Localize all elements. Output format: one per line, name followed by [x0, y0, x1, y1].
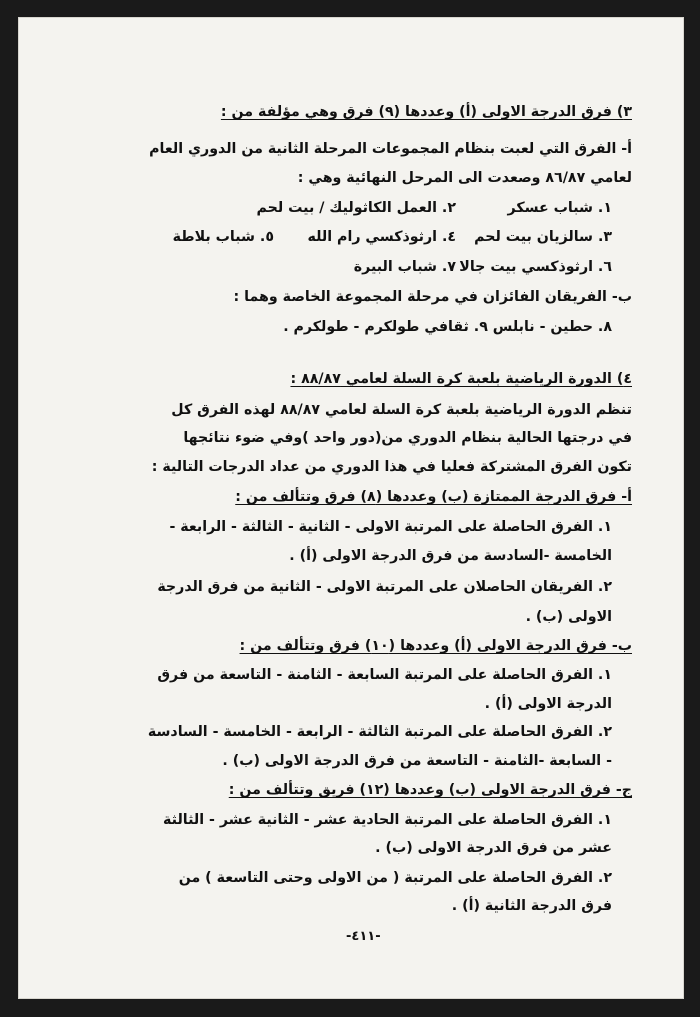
team-2: ٢. العمل الكاثوليك / بيت لحم	[256, 200, 456, 216]
section4-a-item1-line2: الخامسة -السادسة من فرق الدرجة الاولى (أ) .	[289, 548, 612, 564]
page-number: -٤١١-	[346, 929, 381, 944]
section4-a-item1-line1: ١. الفرق الحاصلة على المرتبة الاولى - الثانية - الثالثة - الرابعة -	[169, 519, 612, 535]
section4-a-heading: أ- فرق الدرجة الممتازة (ب) وعددها (٨) فرق وتتألف من :	[235, 489, 632, 505]
section4-c-item2-line2: فرق الدرجة الثانية (أ) .	[451, 898, 612, 914]
team-5: ٥. شباب بلاطة	[172, 229, 274, 245]
team-7: ٧. شباب البيرة	[353, 259, 456, 275]
section4-c-item1-line2: عشر من فرق الدرجة الاولى (ب) .	[375, 840, 612, 856]
team-3: ٣. سالزيان بيت لحم	[474, 229, 612, 245]
section3-a-line2: لعامي ٨٦/٨٧ وصعدت الى المرحل النهائية وهي :	[297, 170, 632, 186]
section4-b-item1-line1: ١. الفرق الحاصلة على المرتبة السابعة - الثامنة - التاسعة من فرق	[157, 667, 612, 683]
section4-intro2: في درجتها الحالية بنظام الدوري من(دور واحد )وفي ضوء نتائجها	[183, 430, 632, 446]
team-6: ٦. ارثوذكسي بيت جالا	[459, 259, 612, 275]
section3-a-line1: أ- الفرق التي لعبت بنظام المجموعات المرحلة الثانية من الدوري العام	[149, 141, 632, 157]
section4-c-item1-line1: ١. الفرق الحاصلة على المرتبة الحادية عشر - الثانية عشر - الثالثة	[163, 812, 612, 828]
team-4: ٤. ارثوذكسي رام الله	[307, 229, 456, 245]
section4-c-item2-line1: ٢. الفرق الحاصلة على المرتبة ( من الاولى وحتى التاسعة ) من	[178, 870, 612, 886]
section4-a-item2-line2: الاولى (ب) .	[525, 609, 612, 625]
section3-b-teams: ٨. حطين - نابلس ٩. ثقافي طولكرم - طولكرم .	[283, 319, 612, 335]
section3-heading: ٣) فرق الدرجة الاولى (أ) وعددها (٩) فرق وهي مؤلفة من :	[220, 104, 632, 120]
section4-b-item2-line2: - السابعة -الثامنة - التاسعة من فرق الدرجة الاولى (ب) .	[222, 753, 612, 769]
section4-c-heading: ج- فرق الدرجة الاولى (ب) وعددها (١٢) فريق وتتألف من :	[228, 782, 632, 798]
section4-intro3: تكون الفرق المشتركة فعليا في هذا الدوري من عداد الدرجات التالية :	[151, 459, 632, 475]
section4-heading: ٤) الدورة الرياضية بلعبة كرة السلة لعامي ٨٨/٨٧ :	[290, 371, 632, 387]
section4-b-heading: ب- فرق الدرجة الاولى (أ) وعددها (١٠) فرق وتتألف من :	[239, 638, 632, 654]
section4-b-item2-line1: ٢. الفرق الحاصلة على المرتبة الثالثة - الرابعة - الخامسة - السادسة	[147, 724, 612, 740]
document-page	[18, 17, 684, 999]
section4-b-item1-line2: الدرجة الاولى (أ) .	[484, 696, 612, 712]
section4-a-item2-line1: ٢. الفريقان الحاصلان على المرتبة الاولى - الثانية من فرق الدرجة	[157, 579, 612, 595]
team-1: ١. شباب عسكر	[507, 200, 612, 216]
section3-b-line: ب- الفريقان الفائزان في مرحلة المجموعة الخاصة وهما :	[233, 289, 632, 305]
section4-intro1: تنظم الدورة الرياضية بلعبة كرة السلة لعامي ٨٨/٨٧ لهذه الفرق كل	[171, 402, 632, 418]
